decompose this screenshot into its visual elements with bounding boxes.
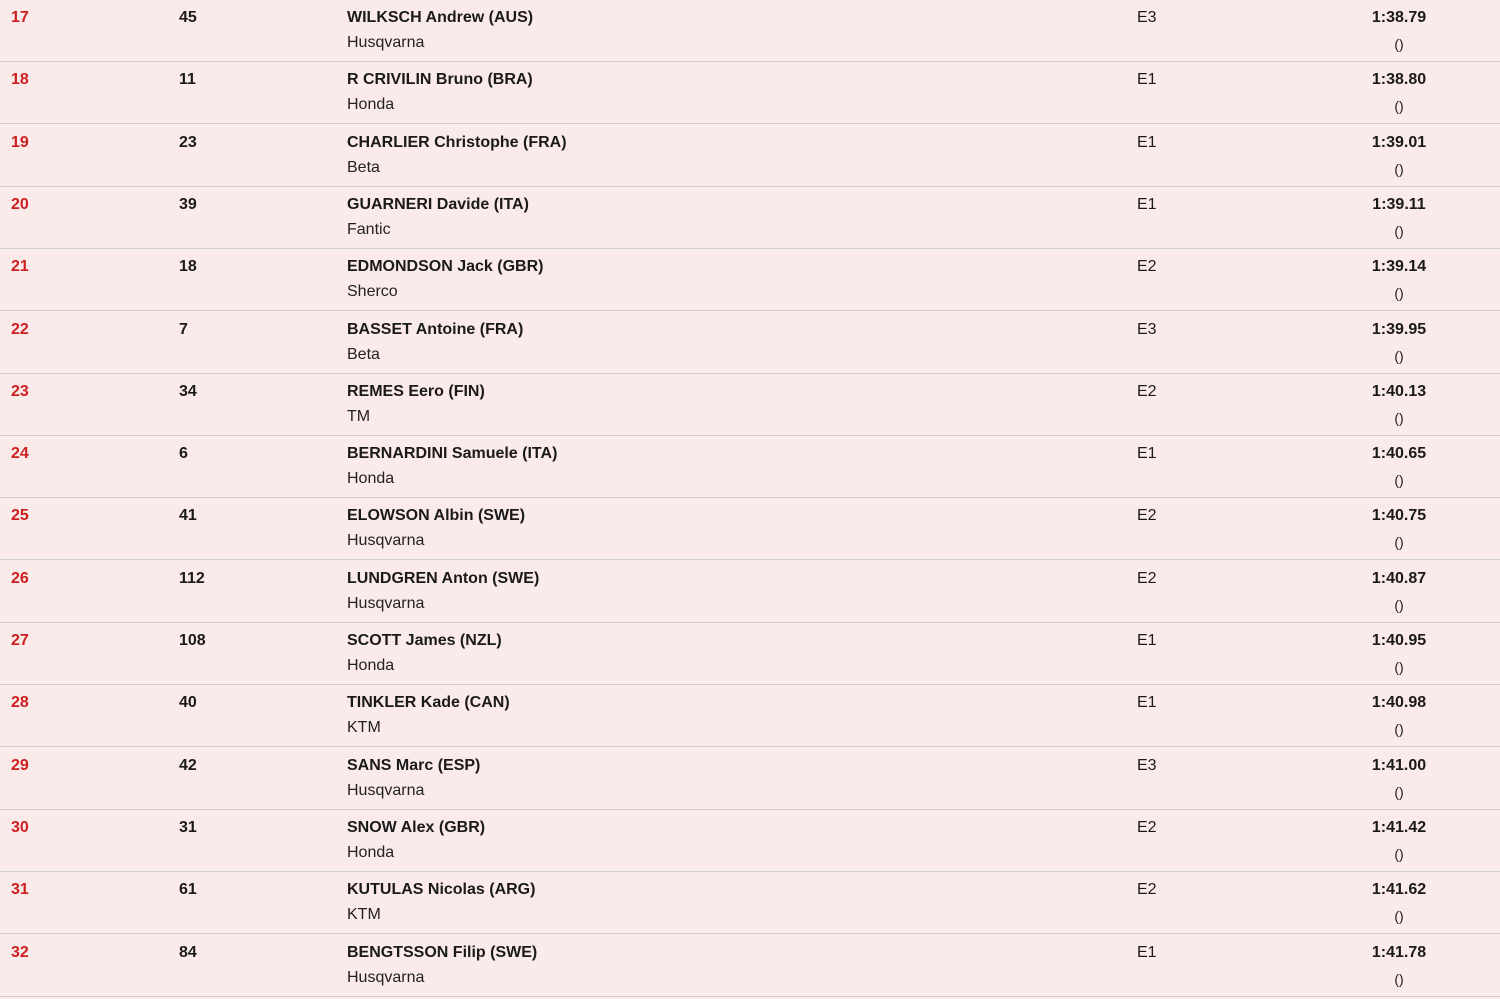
time-cell (1340, 382, 1458, 428)
lap-time: 1:40.98 (1371, 694, 1427, 712)
rider-name[interactable]: TINKLER Kade (CAN) (347, 694, 510, 712)
rider-info (347, 880, 535, 925)
rider-info (347, 195, 529, 240)
result-row[interactable] (0, 623, 1500, 685)
lap-time: 1:40.13 (1371, 382, 1427, 400)
time-cell (1340, 818, 1458, 864)
rider-name[interactable]: BENGTSSON Filip (SWE) (347, 943, 538, 961)
time-gap: () (1394, 285, 1404, 302)
rider-info (347, 382, 485, 427)
lap-time: 1:39.01 (1371, 133, 1427, 151)
rider-name[interactable]: EDMONDSON Jack (GBR) (347, 258, 544, 276)
rider-class: E2 (1137, 881, 1157, 899)
bike-brand: Sherco (347, 283, 398, 301)
lap-time: 1:40.95 (1371, 632, 1427, 649)
rider-number: 18 (179, 258, 197, 276)
result-row[interactable] (0, 62, 1500, 124)
time-gap: () (1394, 783, 1404, 800)
lap-time: 1:39.11 (1372, 195, 1426, 213)
result-row[interactable] (0, 810, 1500, 872)
rider-info (347, 506, 525, 551)
time-gap: () (1394, 472, 1404, 489)
position: 31 (11, 881, 29, 899)
position: 29 (11, 756, 29, 774)
time-cell (1340, 257, 1458, 303)
rider-name[interactable]: WILKSCH Andrew (AUS) (347, 9, 534, 26)
result-row[interactable] (0, 872, 1500, 934)
time-gap: () (1394, 222, 1404, 239)
position: 22 (11, 320, 29, 338)
time-cell (1340, 943, 1458, 989)
bike-brand: Husqvarna (347, 968, 425, 986)
bike-brand: Husqvarna (347, 34, 425, 51)
lap-time: 1:40.87 (1371, 569, 1427, 587)
rider-number: 11 (179, 71, 196, 89)
result-row[interactable] (0, 748, 1500, 810)
time-gap: () (1394, 845, 1404, 862)
rider-info (347, 756, 480, 801)
time-cell (1340, 133, 1458, 179)
rider-number: 31 (179, 818, 197, 836)
time-gap: () (1394, 409, 1404, 426)
rider-info (347, 693, 510, 738)
lap-time: 1:40.75 (1371, 507, 1427, 525)
rider-name[interactable]: SANS Marc (ESP) (347, 756, 481, 774)
position: 25 (11, 507, 29, 525)
time-gap: () (1394, 347, 1404, 364)
rider-number: 7 (179, 320, 188, 338)
rider-class: E2 (1137, 507, 1157, 525)
position: 18 (11, 71, 29, 89)
bike-brand: Honda (347, 657, 395, 674)
rider-number: 23 (179, 133, 197, 151)
bike-brand: Beta (347, 158, 380, 176)
lap-time: 1:41.42 (1371, 818, 1427, 836)
rider-info (347, 569, 539, 614)
rider-info (347, 943, 537, 988)
position: 17 (11, 9, 29, 26)
bike-brand: Honda (347, 843, 395, 861)
position: 21 (11, 258, 29, 276)
result-row[interactable] (0, 436, 1500, 498)
time-gap: () (1394, 160, 1404, 177)
rider-class: E2 (1137, 258, 1157, 276)
rider-name[interactable]: CHARLIER Christophe (FRA) (347, 133, 567, 151)
rider-class: E3 (1137, 320, 1157, 338)
rider-name[interactable]: BERNARDINI Samuele (ITA) (347, 445, 558, 463)
rider-class: E2 (1137, 569, 1157, 587)
rider-name[interactable]: ELOWSON Albin (SWE) (347, 507, 526, 525)
lap-time: 1:41.62 (1371, 881, 1427, 899)
time-gap: () (1394, 534, 1404, 551)
rider-name[interactable]: SCOTT James (NZL) (347, 632, 502, 649)
time-cell (1340, 8, 1458, 54)
rider-number: 112 (179, 569, 205, 587)
time-gap: () (1394, 721, 1404, 738)
result-row[interactable] (0, 312, 1500, 374)
bike-brand: Husqvarna (347, 532, 425, 550)
rider-class: E3 (1137, 756, 1157, 774)
result-row[interactable] (0, 0, 1500, 62)
rider-number: 45 (179, 9, 197, 26)
lap-time: 1:39.14 (1371, 258, 1427, 276)
rider-class: E1 (1137, 445, 1157, 463)
rider-info (347, 8, 533, 53)
result-row[interactable] (0, 561, 1500, 623)
result-row[interactable] (0, 187, 1500, 249)
rider-number: 108 (179, 632, 206, 649)
rider-info (347, 70, 533, 115)
rider-info (347, 631, 502, 676)
position: 28 (11, 694, 29, 712)
rider-class: E1 (1137, 71, 1157, 89)
bike-brand: Honda (347, 96, 395, 114)
position: 20 (11, 195, 29, 213)
rider-name[interactable]: BASSET Antoine (FRA) (347, 320, 524, 338)
lap-time: 1:38.79 (1371, 9, 1427, 26)
time-cell (1340, 693, 1458, 739)
rider-number: 41 (179, 507, 197, 525)
time-gap: () (1394, 970, 1404, 987)
bike-brand: KTM (347, 906, 381, 924)
time-gap: () (1394, 98, 1404, 115)
rider-info (347, 444, 557, 489)
rider-info (347, 257, 543, 302)
result-row[interactable] (0, 685, 1500, 747)
time-cell (1340, 880, 1458, 926)
time-gap: () (1394, 36, 1404, 52)
position: 32 (11, 943, 29, 961)
result-row[interactable] (0, 249, 1500, 311)
position: 23 (11, 382, 29, 400)
lap-time: 1:39.95 (1371, 320, 1427, 338)
bike-brand: TM (347, 407, 371, 425)
time-cell (1340, 631, 1458, 677)
lap-time: 1:41.78 (1371, 943, 1427, 961)
time-gap: () (1394, 596, 1404, 613)
rider-number: 84 (179, 943, 197, 961)
rider-info (347, 320, 523, 365)
rider-number: 6 (179, 445, 188, 463)
position: 26 (11, 569, 29, 587)
rider-name[interactable]: LUNDGREN Anton (SWE) (347, 569, 540, 587)
time-gap: () (1394, 908, 1404, 925)
lap-time: 1:38.80 (1371, 71, 1427, 89)
bike-brand: Fantic (347, 220, 391, 238)
rider-class: E1 (1137, 133, 1157, 151)
time-cell (1340, 756, 1458, 802)
rider-class: E2 (1137, 382, 1157, 400)
time-cell (1340, 195, 1458, 241)
result-row[interactable] (0, 374, 1500, 436)
position: 19 (11, 133, 29, 151)
rider-name[interactable]: GUARNERI Davide (ITA) (347, 195, 529, 213)
rider-number: 40 (179, 694, 197, 712)
bike-brand: Honda (347, 470, 395, 488)
time-cell (1340, 320, 1458, 366)
bike-brand: Beta (347, 345, 380, 363)
time-cell (1340, 569, 1458, 615)
rider-class: E1 (1137, 632, 1157, 649)
rider-number: 39 (179, 195, 197, 213)
result-row[interactable] (0, 498, 1500, 560)
rider-class: E1 (1137, 694, 1157, 712)
rider-class: E1 (1137, 943, 1157, 961)
rider-class: E3 (1137, 9, 1157, 26)
position: 30 (11, 818, 29, 836)
lap-time: 1:40.65 (1371, 445, 1427, 463)
rider-name[interactable]: R CRIVILIN Bruno (BRA) (347, 71, 533, 89)
result-row[interactable] (0, 125, 1500, 187)
rider-info (347, 133, 567, 178)
rider-info (347, 818, 485, 863)
bike-brand: Husqvarna (347, 781, 425, 799)
rider-number: 61 (179, 881, 197, 899)
rider-class: E2 (1137, 818, 1157, 836)
rider-class: E1 (1137, 195, 1157, 213)
rider-number: 34 (179, 382, 197, 400)
rider-name[interactable]: KUTULAS Nicolas (ARG) (347, 881, 536, 899)
time-cell (1340, 70, 1458, 116)
result-row[interactable] (0, 935, 1500, 997)
position: 27 (11, 632, 29, 649)
lap-time: 1:41.00 (1371, 756, 1427, 774)
bike-brand: Husqvarna (347, 594, 425, 612)
bike-brand: KTM (347, 719, 381, 737)
rider-number: 42 (179, 756, 197, 774)
time-gap: () (1394, 659, 1404, 675)
position: 24 (11, 445, 29, 463)
time-cell (1340, 506, 1458, 552)
rider-name[interactable]: SNOW Alex (GBR) (347, 818, 486, 836)
time-cell (1340, 444, 1458, 490)
rider-name[interactable]: REMES Eero (FIN) (347, 382, 485, 400)
